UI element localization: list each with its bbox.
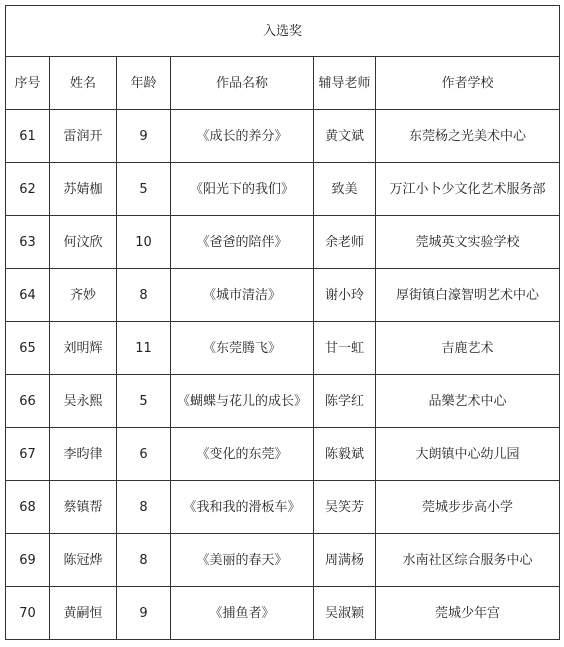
cell-no: 62 [6, 163, 50, 216]
award-sheet [5, 5, 559, 642]
cell-school: 东莞杨之光美术中心 [376, 110, 560, 163]
cell-work: 《爸爸的陪伴》 [171, 216, 314, 269]
cell-age: 8 [117, 269, 171, 322]
cell-work: 《成长的养分》 [171, 110, 314, 163]
cell-school: 吉鹿艺术 [376, 322, 560, 375]
cell-no: 61 [6, 110, 50, 163]
cell-work: 《城市清洁》 [171, 269, 314, 322]
cell-work: 《蝴蝶与花儿的成长》 [171, 375, 314, 428]
cell-work: 《我和我的滑板车》 [171, 481, 314, 534]
table-row [6, 428, 560, 481]
cell-teacher: 甘一虹 [314, 322, 376, 375]
cell-no: 66 [6, 375, 50, 428]
cell-work: 《捕鱼者》 [171, 587, 314, 640]
cell-age: 5 [117, 163, 171, 216]
cell-name: 李昀律 [50, 428, 117, 481]
table-row [6, 163, 560, 216]
cell-work: 《阳光下的我们》 [171, 163, 314, 216]
table-row [6, 481, 560, 534]
cell-name: 黄嗣恒 [50, 587, 117, 640]
table-title-row [6, 6, 560, 57]
table-row [6, 110, 560, 163]
header-name: 姓名 [50, 57, 117, 110]
cell-age: 9 [117, 587, 171, 640]
table-row [6, 587, 560, 640]
cell-teacher: 吴淑颖 [314, 587, 376, 640]
cell-work: 《变化的东莞》 [171, 428, 314, 481]
cell-school: 水南社区综合服务中心 [376, 534, 560, 587]
cell-name: 苏婧枷 [50, 163, 117, 216]
cell-no: 70 [6, 587, 50, 640]
cell-no: 64 [6, 269, 50, 322]
cell-name: 齐妙 [50, 269, 117, 322]
cell-age: 9 [117, 110, 171, 163]
cell-teacher: 黄文斌 [314, 110, 376, 163]
cell-teacher: 余老师 [314, 216, 376, 269]
cell-age: 6 [117, 428, 171, 481]
cell-teacher: 陈学红 [314, 375, 376, 428]
table-row [6, 534, 560, 587]
cell-school: 厚街镇白濠智明艺术中心 [376, 269, 560, 322]
cell-age: 8 [117, 481, 171, 534]
cell-name: 陈冠烨 [50, 534, 117, 587]
cell-name: 刘明辉 [50, 322, 117, 375]
cell-name: 何汶欣 [50, 216, 117, 269]
cell-age: 11 [117, 322, 171, 375]
header-age: 年龄 [117, 57, 171, 110]
table-row [6, 269, 560, 322]
cell-school: 大朗镇中心幼儿园 [376, 428, 560, 481]
cell-teacher: 陈毅斌 [314, 428, 376, 481]
table-row [6, 322, 560, 375]
cell-age: 8 [117, 534, 171, 587]
table-row [6, 375, 560, 428]
cell-no: 65 [6, 322, 50, 375]
cell-work: 《美丽的春天》 [171, 534, 314, 587]
table-title: 入选奖 [6, 6, 560, 57]
cell-name: 蔡镇帮 [50, 481, 117, 534]
cell-school: 莞城少年宫 [376, 587, 560, 640]
cell-school: 品樂艺术中心 [376, 375, 560, 428]
header-school: 作者学校 [376, 57, 560, 110]
table-header-row [6, 57, 560, 110]
cell-age: 10 [117, 216, 171, 269]
cell-teacher: 谢小玲 [314, 269, 376, 322]
cell-teacher: 周满杨 [314, 534, 376, 587]
award-table [5, 5, 560, 640]
cell-teacher: 吴笑芳 [314, 481, 376, 534]
cell-name: 吴永熙 [50, 375, 117, 428]
cell-school: 万江小卜少文化艺术服务部 [376, 163, 560, 216]
cell-school: 莞城英文实验学校 [376, 216, 560, 269]
cell-name: 雷润开 [50, 110, 117, 163]
header-teacher: 辅导老师 [314, 57, 376, 110]
cell-teacher: 致美 [314, 163, 376, 216]
cell-age: 5 [117, 375, 171, 428]
table-row [6, 216, 560, 269]
cell-work: 《东莞腾飞》 [171, 322, 314, 375]
header-work: 作品名称 [171, 57, 314, 110]
header-no: 序号 [6, 57, 50, 110]
cell-school: 莞城步步高小学 [376, 481, 560, 534]
cell-no: 63 [6, 216, 50, 269]
cell-no: 67 [6, 428, 50, 481]
cell-no: 69 [6, 534, 50, 587]
cell-no: 68 [6, 481, 50, 534]
